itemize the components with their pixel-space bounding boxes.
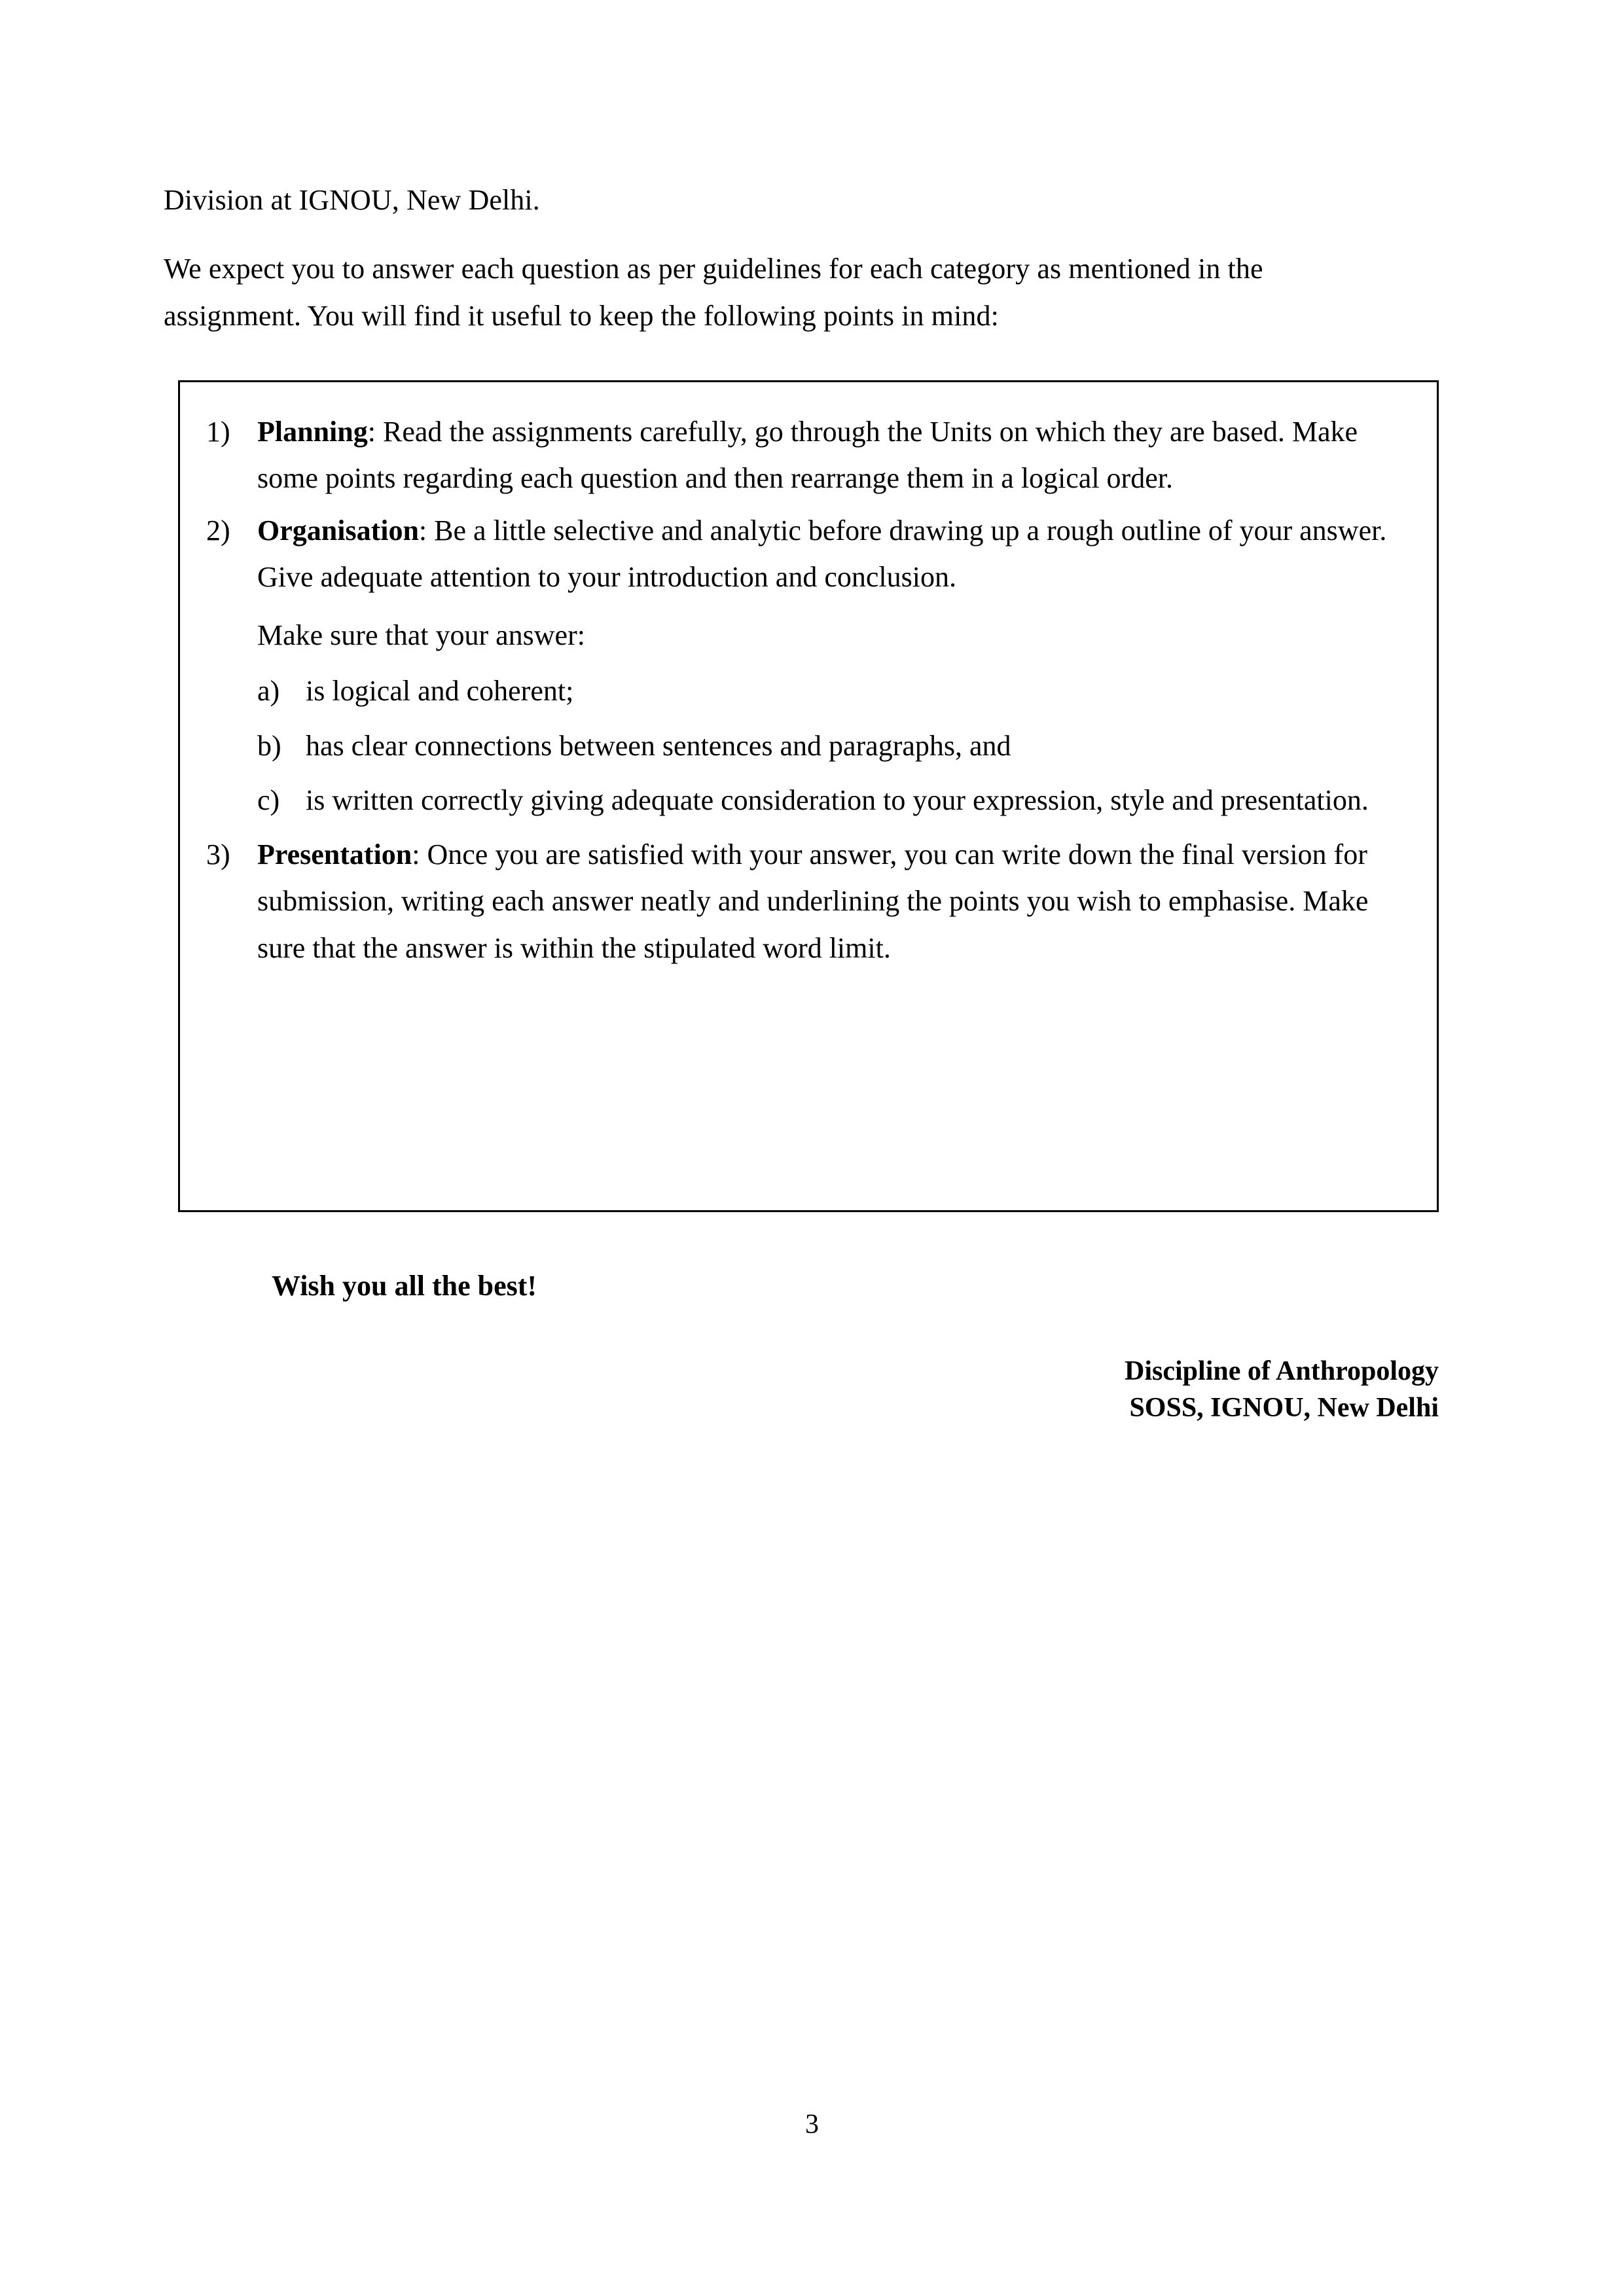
- guideline-item-lead: Organisation: [257, 514, 419, 547]
- guideline-item-body: [257, 514, 1386, 593]
- guideline-item-lead: Presentation: [257, 838, 412, 871]
- guideline-sub-item-marker: c): [257, 783, 280, 816]
- signature-block: [1125, 1354, 1439, 1427]
- guideline-sub-item-marker: b): [257, 729, 281, 762]
- guideline-sub-note: Make sure that your answer:: [257, 619, 585, 652]
- intro-paragraph-1: Division at IGNOU, New Delhi.: [164, 184, 540, 216]
- guideline-sub-item-text: is logical and coherent;: [306, 675, 574, 708]
- guideline-item-organisation: [206, 507, 1407, 601]
- signature-line-2: SOSS, IGNOU, New Delhi: [1129, 1392, 1439, 1423]
- guideline-item-marker: 1): [206, 416, 230, 448]
- guideline-sub-item-marker: a): [257, 675, 280, 708]
- intro-paragraph-2: We expect you to answer each question as per guidelines for each category as mentioned in the assignment. You will find it useful to keep the following points in mind:: [164, 253, 1263, 332]
- guideline-item-separator: :: [418, 514, 435, 547]
- guideline-sub-list: [206, 668, 1407, 823]
- page-number: 3: [805, 2109, 819, 2140]
- guideline-item-body: [257, 838, 1368, 964]
- intro-section: [164, 177, 1368, 339]
- guideline-item-marker: 2): [206, 514, 230, 547]
- closing-wish: Wish you all the best!: [272, 1270, 537, 1302]
- guideline-item-text: Be a little selective and analytic before drawing up a rough outline of your answer. Give adequate attention to your introduction and conclusion.: [257, 514, 1387, 593]
- guideline-item-text: Once you are satisfied with your answer, you can write down the final version for submission, writing each answer neatly and underlining the points you wish to emphasise. Make sure that the answer is within the stipulated word limit.: [257, 838, 1369, 964]
- signature-line-1: Discipline of Anthropology: [1125, 1356, 1439, 1386]
- guideline-sub-item-text: is written correctly giving adequate consideration to your expression, style and presentation.: [306, 783, 1369, 816]
- guideline-item-separator: :: [367, 416, 383, 448]
- guideline-item-text: Read the assignments carefully, go through the Units on which they are based. Make some points regarding each question and then rearrange them in a logical order.: [257, 416, 1358, 495]
- guideline-sub-item-b: [257, 723, 1407, 769]
- guidelines-box: [178, 380, 1439, 1212]
- guideline-item-lead: Planning: [257, 416, 368, 448]
- guideline-item-planning: [206, 408, 1407, 502]
- guideline-item-separator: :: [412, 838, 427, 871]
- guideline-sub-item-text: has clear connections between sentences and paragraphs, and: [306, 729, 1011, 762]
- guideline-sub-item-a: [257, 668, 1407, 714]
- guideline-item-body: [257, 416, 1358, 494]
- guideline-item-presentation: [206, 831, 1407, 971]
- guideline-sub-item-c: [257, 777, 1407, 823]
- guideline-item-marker: 3): [206, 838, 230, 871]
